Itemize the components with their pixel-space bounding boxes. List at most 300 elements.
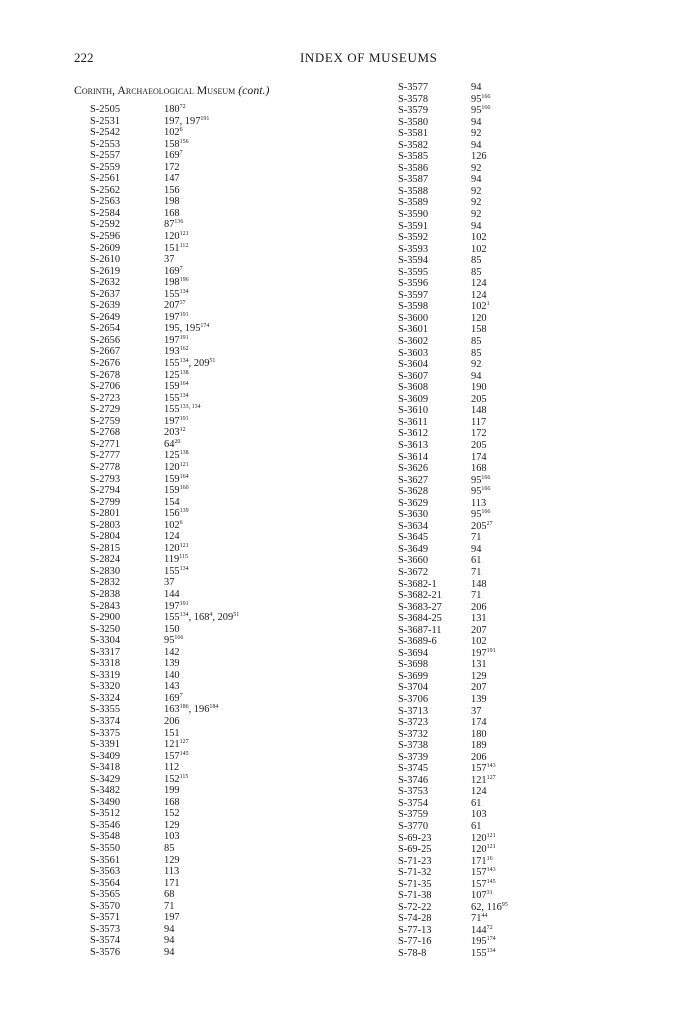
page-references bbox=[164, 243, 188, 255]
page-ref: 68 bbox=[164, 889, 175, 901]
page-ref: 95 bbox=[471, 105, 482, 117]
footnote-ref: 133, 134 bbox=[179, 404, 201, 411]
footnote-ref: 166 bbox=[481, 486, 491, 493]
inventory-number: S-2815 bbox=[90, 542, 121, 554]
page-references bbox=[471, 509, 490, 521]
inventory-number: S-3550 bbox=[90, 843, 121, 854]
inventory-number: S-3613 bbox=[398, 439, 429, 451]
page-ref: 94 bbox=[471, 220, 482, 232]
page-ref: 195 bbox=[164, 323, 180, 335]
page-ref: 92 bbox=[471, 359, 482, 371]
page-references bbox=[471, 602, 487, 614]
inventory-number: S-3630 bbox=[398, 509, 429, 521]
footnote-ref: 166 bbox=[481, 509, 491, 516]
inventory-number: S-3548 bbox=[90, 831, 121, 843]
page-references bbox=[164, 635, 183, 647]
footnote-ref: 196 bbox=[179, 277, 189, 284]
page-references bbox=[164, 127, 183, 139]
inventory-number: S-2771 bbox=[90, 438, 121, 450]
page-references bbox=[471, 752, 487, 764]
page-ref: 120 bbox=[471, 312, 487, 324]
page-references bbox=[471, 428, 487, 440]
inventory-number: S-3563 bbox=[90, 866, 121, 878]
inventory-number: S-3578 bbox=[398, 93, 429, 105]
page-ref: 197 bbox=[164, 311, 180, 323]
page-ref: 139 bbox=[164, 658, 180, 670]
inventory-number: S-3409 bbox=[90, 750, 121, 762]
page-references bbox=[164, 474, 189, 486]
footnote-ref: 6 bbox=[179, 127, 183, 134]
footnote-ref: 191 bbox=[200, 115, 210, 122]
page-references bbox=[471, 221, 481, 233]
page-ref: 71 bbox=[164, 900, 175, 912]
page-references bbox=[164, 566, 189, 578]
inventory-number: S-3319 bbox=[90, 669, 121, 681]
page-ref: 206 bbox=[471, 601, 487, 613]
inventory-number: S-2562 bbox=[90, 184, 121, 196]
page-references bbox=[164, 427, 186, 439]
page-ref: 169 bbox=[164, 265, 180, 277]
footnote-ref: 134 bbox=[179, 565, 189, 572]
footnote-ref: 127 bbox=[179, 739, 189, 746]
footnote-ref: 121 bbox=[179, 231, 189, 238]
page-ref: 163 bbox=[164, 704, 180, 716]
inventory-number: S-3512 bbox=[90, 808, 121, 820]
footnote-ref: 51 bbox=[233, 612, 240, 619]
inventory-number: S-3746 bbox=[398, 774, 429, 786]
inventory-number: S-3375 bbox=[90, 727, 121, 739]
inventory-number: S-2759 bbox=[90, 415, 121, 427]
page-references bbox=[164, 185, 180, 197]
footnote-ref: 72 bbox=[486, 924, 493, 931]
page-ref: 180 bbox=[164, 104, 180, 115]
inventory-number: S-2794 bbox=[90, 485, 121, 497]
inventory-number: S-2768 bbox=[90, 427, 121, 439]
inventory-number: S-3684-25 bbox=[398, 613, 442, 625]
page-ref: 155 bbox=[164, 392, 180, 404]
page-references: 195, $195^{174}$ bbox=[164, 323, 210, 335]
page-ref: 120 bbox=[164, 542, 180, 554]
page-references bbox=[164, 554, 188, 566]
page-references bbox=[471, 913, 487, 925]
inventory-number: S-3250 bbox=[90, 623, 121, 635]
inventory-number: S-3318 bbox=[90, 658, 121, 670]
page-references bbox=[164, 266, 183, 278]
page-references bbox=[471, 486, 490, 498]
page-references bbox=[471, 324, 487, 336]
page-ref: 102 bbox=[164, 127, 180, 139]
page-references bbox=[471, 290, 487, 302]
page-ref: 102 bbox=[471, 301, 487, 313]
page-ref: 209 bbox=[217, 612, 234, 624]
footnote-ref: 112 bbox=[179, 242, 189, 249]
section-heading bbox=[74, 83, 269, 98]
page-references bbox=[164, 335, 189, 347]
page-ref: 85 bbox=[164, 843, 175, 854]
page-references bbox=[164, 404, 201, 416]
page-ref: 129 bbox=[164, 819, 180, 831]
page-references bbox=[471, 821, 481, 833]
page-ref: 193 bbox=[164, 346, 180, 358]
footnote-ref: 121 bbox=[179, 542, 189, 549]
page-references bbox=[164, 497, 180, 509]
page-references bbox=[471, 936, 496, 948]
inventory-number: S-3603 bbox=[398, 347, 429, 359]
page-ref: 196 bbox=[193, 704, 210, 716]
page-ref: 190 bbox=[471, 382, 487, 394]
page-ref: 171 bbox=[471, 855, 487, 867]
page-references bbox=[471, 948, 496, 960]
page-references bbox=[164, 173, 180, 185]
inventory-number: S-3739 bbox=[398, 751, 429, 763]
inventory-number: S-2596 bbox=[90, 231, 121, 243]
page-ref: 71 bbox=[471, 532, 482, 544]
inventory-number: S-3609 bbox=[398, 393, 429, 405]
page-ref: 157 bbox=[471, 878, 487, 890]
page-references bbox=[164, 162, 180, 174]
inventory-number: S-3683-27 bbox=[398, 601, 442, 613]
inventory-number: S-3586 bbox=[398, 162, 429, 174]
inventory-number: S-3699 bbox=[398, 670, 429, 682]
page-ref: 71 bbox=[471, 566, 482, 578]
inventory-number: S-77-13 bbox=[398, 924, 432, 936]
page-ref: 94 bbox=[164, 923, 175, 935]
page-ref: 172 bbox=[164, 161, 180, 173]
page-references bbox=[164, 589, 180, 601]
inventory-number: S-3649 bbox=[398, 543, 429, 555]
page-ref: 168 bbox=[193, 612, 210, 624]
page-references bbox=[471, 567, 481, 579]
page-references bbox=[471, 232, 487, 244]
inventory-number: S-2830 bbox=[90, 565, 121, 577]
footnote-ref: 115 bbox=[179, 554, 188, 561]
footnote-ref: 191 bbox=[179, 415, 189, 422]
page-references bbox=[164, 300, 186, 312]
page-ref: 155 bbox=[164, 565, 180, 577]
page-ref: 195 bbox=[471, 936, 487, 948]
inventory-number: S-3577 bbox=[398, 82, 429, 93]
page-ref: 102 bbox=[471, 232, 487, 244]
page-ref: 197 bbox=[164, 912, 180, 924]
page-ref: 174 bbox=[471, 717, 487, 729]
inventory-number: S-3591 bbox=[398, 220, 429, 232]
page-ref: 197 bbox=[471, 647, 487, 659]
page-references bbox=[471, 117, 481, 129]
page-ref: 37 bbox=[164, 577, 175, 589]
footnote-ref: 6 bbox=[179, 519, 183, 526]
page-ref: 61 bbox=[471, 797, 482, 809]
footnote-ref: 127 bbox=[486, 774, 496, 781]
inventory-number: S-3595 bbox=[398, 266, 429, 278]
page-ref: 71 bbox=[471, 590, 482, 602]
page-references bbox=[471, 278, 487, 290]
inventory-number: S-2505 bbox=[90, 104, 121, 115]
page-ref: 205 bbox=[471, 439, 487, 451]
inventory-number: S-3579 bbox=[398, 105, 429, 117]
page-ref: 156 bbox=[164, 508, 180, 520]
inventory-number: S-3706 bbox=[398, 693, 429, 705]
page-references bbox=[164, 393, 189, 405]
page-ref: 94 bbox=[471, 82, 482, 93]
inventory-number: S-2676 bbox=[90, 358, 121, 370]
footnote-ref: 145 bbox=[179, 750, 189, 757]
footnote-ref: 44 bbox=[481, 913, 488, 920]
footnote-ref: 134 bbox=[179, 612, 189, 619]
page-references bbox=[164, 820, 180, 832]
page-references bbox=[471, 301, 490, 313]
page-ref: 143 bbox=[164, 681, 180, 693]
page-ref: 159 bbox=[164, 473, 180, 485]
inventory-number: S-2559 bbox=[90, 161, 121, 173]
page-ref: 92 bbox=[471, 162, 482, 174]
page-references bbox=[471, 648, 496, 660]
page-references bbox=[471, 729, 487, 741]
page-ref: 207 bbox=[471, 682, 487, 694]
page-ref: 159 bbox=[164, 485, 180, 497]
page-references bbox=[164, 219, 183, 231]
footnote-ref: 134 bbox=[179, 288, 189, 295]
inventory-number: S-2832 bbox=[90, 577, 121, 589]
inventory-number: S-2654 bbox=[90, 323, 121, 335]
page-references bbox=[164, 855, 180, 867]
page-ref: 124 bbox=[471, 278, 487, 290]
page-ref: 95 bbox=[471, 486, 482, 498]
page-ref: 124 bbox=[164, 531, 180, 543]
page-references bbox=[164, 520, 183, 532]
page-ref: 116 bbox=[486, 901, 502, 913]
page-ref: 152 bbox=[164, 773, 180, 785]
page-references bbox=[164, 728, 180, 740]
inventory-number: S-2778 bbox=[90, 461, 121, 473]
footnote-ref: 27 bbox=[486, 520, 493, 527]
running-title: INDEX OF MUSEUMS bbox=[300, 50, 438, 65]
page-references bbox=[164, 416, 189, 428]
footnote-ref: 166 bbox=[481, 474, 491, 481]
inventory-number: S-3704 bbox=[398, 682, 429, 694]
page-references bbox=[164, 312, 189, 324]
page-ref: 168 bbox=[164, 796, 180, 808]
inventory-number: S-3324 bbox=[90, 692, 121, 704]
footnote-ref: 164 bbox=[179, 381, 189, 388]
page-ref: 129 bbox=[164, 854, 180, 866]
inventory-number: S-3596 bbox=[398, 278, 429, 290]
inventory-number: S-3418 bbox=[90, 762, 121, 774]
page-ref: 107 bbox=[471, 890, 487, 902]
page-ref: 209 bbox=[193, 358, 210, 370]
page-references bbox=[471, 809, 487, 821]
page-ref: 158 bbox=[164, 138, 180, 150]
page-references: 197, $197^{191}$ bbox=[164, 115, 210, 127]
page-references bbox=[471, 890, 493, 902]
page-references: 62, $116^{95}$ bbox=[471, 901, 508, 913]
page-references bbox=[164, 935, 174, 947]
page-ref: 157 bbox=[471, 867, 487, 879]
page-ref: 95 bbox=[471, 474, 482, 486]
footnote-ref: 143 bbox=[486, 763, 496, 770]
page-references bbox=[471, 867, 496, 879]
inventory-number: S-2542 bbox=[90, 127, 121, 139]
page-ref: 87 bbox=[164, 219, 175, 231]
page-ref: 120 bbox=[164, 461, 180, 473]
inventory-number: S-2803 bbox=[90, 519, 121, 531]
footnote-ref: 1 bbox=[486, 301, 490, 308]
inventory-number: S-3581 bbox=[398, 128, 429, 140]
page-number: 222 bbox=[74, 50, 94, 65]
page-ref: 131 bbox=[471, 659, 487, 671]
inventory-number: S-71-35 bbox=[398, 878, 432, 890]
inventory-number: S-3723 bbox=[398, 717, 429, 729]
inventory-number: S-2619 bbox=[90, 265, 121, 277]
page-ref: 92 bbox=[471, 197, 482, 209]
page-references bbox=[471, 186, 481, 198]
footnote-ref: 7 bbox=[179, 265, 183, 272]
page-ref: 155 bbox=[471, 948, 487, 960]
inventory-number: S-3627 bbox=[398, 474, 429, 486]
page-ref: 61 bbox=[471, 555, 482, 567]
page-ref: 103 bbox=[164, 831, 180, 843]
page-references bbox=[471, 82, 481, 94]
footnote-ref: 186 bbox=[179, 704, 189, 711]
page-references bbox=[164, 277, 189, 289]
inventory-number: S-2838 bbox=[90, 588, 121, 600]
page-references bbox=[471, 659, 487, 671]
inventory-number: S-2801 bbox=[90, 508, 121, 520]
page-references bbox=[471, 255, 481, 267]
page-references bbox=[164, 797, 180, 809]
page-ref: 159 bbox=[164, 381, 180, 393]
page-ref: 147 bbox=[164, 173, 180, 185]
page-ref: 152 bbox=[164, 808, 180, 820]
page-ref: 124 bbox=[471, 786, 487, 798]
page-references bbox=[471, 555, 481, 567]
page-references bbox=[164, 901, 174, 913]
page-ref: 169 bbox=[164, 150, 180, 162]
page-ref: 94 bbox=[471, 370, 482, 382]
page-references bbox=[164, 774, 188, 786]
page-references bbox=[471, 163, 481, 175]
footnote-ref: 134 bbox=[179, 358, 189, 365]
page-ref: 94 bbox=[471, 543, 482, 555]
page-ref: 198 bbox=[164, 277, 180, 289]
page-ref: 94 bbox=[164, 946, 175, 958]
page-ref: 85 bbox=[471, 255, 482, 267]
inventory-number: S-2609 bbox=[90, 242, 121, 254]
page-references bbox=[471, 140, 481, 152]
footnote-ref: 16 bbox=[486, 855, 493, 862]
page-references bbox=[164, 196, 180, 208]
inventory-number: S-2656 bbox=[90, 334, 121, 346]
inventory-number: S-3745 bbox=[398, 763, 429, 775]
inventory-number: S-3672 bbox=[398, 566, 429, 578]
footnote-ref: 12 bbox=[179, 427, 186, 434]
page-references bbox=[471, 417, 486, 429]
footnote-ref: 95 bbox=[501, 901, 508, 908]
footnote-ref: 7 bbox=[179, 692, 183, 699]
page-ref: 124 bbox=[471, 289, 487, 301]
footnote-ref: 156 bbox=[179, 138, 189, 145]
page-references bbox=[471, 694, 487, 706]
inventory-number: S-2777 bbox=[90, 450, 121, 462]
inventory-number: S-2793 bbox=[90, 473, 121, 485]
page-references bbox=[164, 624, 180, 636]
inventory-number: S-2632 bbox=[90, 277, 121, 289]
page-references bbox=[471, 128, 481, 140]
inventory-number: S-3589 bbox=[398, 197, 429, 209]
inventory-number: S-3561 bbox=[90, 854, 121, 866]
inventory-number: S-3588 bbox=[398, 185, 429, 197]
page-references bbox=[164, 577, 174, 589]
footnote-ref: 164 bbox=[179, 473, 189, 480]
inventory-number: S-71-32 bbox=[398, 867, 432, 879]
page-ref: 155 bbox=[164, 612, 180, 624]
inventory-number: S-69-23 bbox=[398, 832, 432, 844]
inventory-number: S-72-22 bbox=[398, 901, 432, 913]
inventory-number: S-78-8 bbox=[398, 948, 427, 960]
inventory-number: S-69-25 bbox=[398, 844, 432, 856]
inventory-number: S-2824 bbox=[90, 554, 121, 566]
page-references bbox=[471, 359, 481, 371]
page-ref: 155 bbox=[164, 404, 180, 416]
page-ref: 151 bbox=[164, 727, 180, 739]
footnote-ref: 115 bbox=[179, 773, 189, 780]
page-references bbox=[471, 682, 487, 694]
inventory-number: S-3429 bbox=[90, 773, 121, 785]
inventory-number: S-3713 bbox=[398, 705, 429, 717]
page-references bbox=[471, 671, 487, 683]
footnote-ref: 143 bbox=[486, 867, 496, 874]
page-ref: 203 bbox=[164, 427, 180, 439]
page-ref: 120 bbox=[471, 832, 487, 844]
page-ref: 158 bbox=[471, 324, 487, 336]
page-ref: 155 bbox=[164, 288, 180, 300]
page-ref: 172 bbox=[471, 428, 487, 440]
footnote-ref: 4 bbox=[209, 612, 213, 619]
inventory-number: S-3687-11 bbox=[398, 624, 442, 636]
inventory-number: S-3317 bbox=[90, 646, 121, 658]
page-references bbox=[164, 751, 189, 763]
section-heading-museum: Corinth, Archaeological Museum bbox=[74, 83, 236, 97]
page-references bbox=[471, 613, 487, 625]
page-ref: 154 bbox=[164, 496, 180, 508]
page-references bbox=[164, 370, 189, 382]
page-ref: 168 bbox=[164, 207, 180, 219]
footnote-ref: 160 bbox=[179, 485, 189, 492]
page-ref: 94 bbox=[471, 139, 482, 151]
inventory-number: S-2557 bbox=[90, 150, 121, 162]
page-references bbox=[164, 681, 180, 693]
inventory-number: S-2843 bbox=[90, 600, 121, 612]
inventory-number: S-2799 bbox=[90, 496, 121, 508]
page-references bbox=[164, 150, 183, 162]
inventory-number: S-2667 bbox=[90, 346, 121, 358]
inventory-number: S-3590 bbox=[398, 209, 429, 221]
page-ref: 199 bbox=[164, 785, 180, 797]
page-references bbox=[164, 878, 180, 890]
page-references bbox=[164, 912, 180, 924]
page-ref: 37 bbox=[164, 254, 175, 266]
page-references bbox=[471, 706, 481, 718]
inventory-number: S-3732 bbox=[398, 728, 429, 740]
page-references bbox=[164, 289, 189, 301]
page-ref: 129 bbox=[471, 670, 487, 682]
inventory-number: S-71-38 bbox=[398, 890, 432, 902]
inventory-number: S-3304 bbox=[90, 635, 121, 647]
page-ref: 206 bbox=[471, 751, 487, 763]
page-references bbox=[164, 231, 189, 243]
page-references bbox=[471, 786, 487, 798]
page-references bbox=[471, 833, 496, 845]
page-ref: 121 bbox=[471, 774, 487, 786]
